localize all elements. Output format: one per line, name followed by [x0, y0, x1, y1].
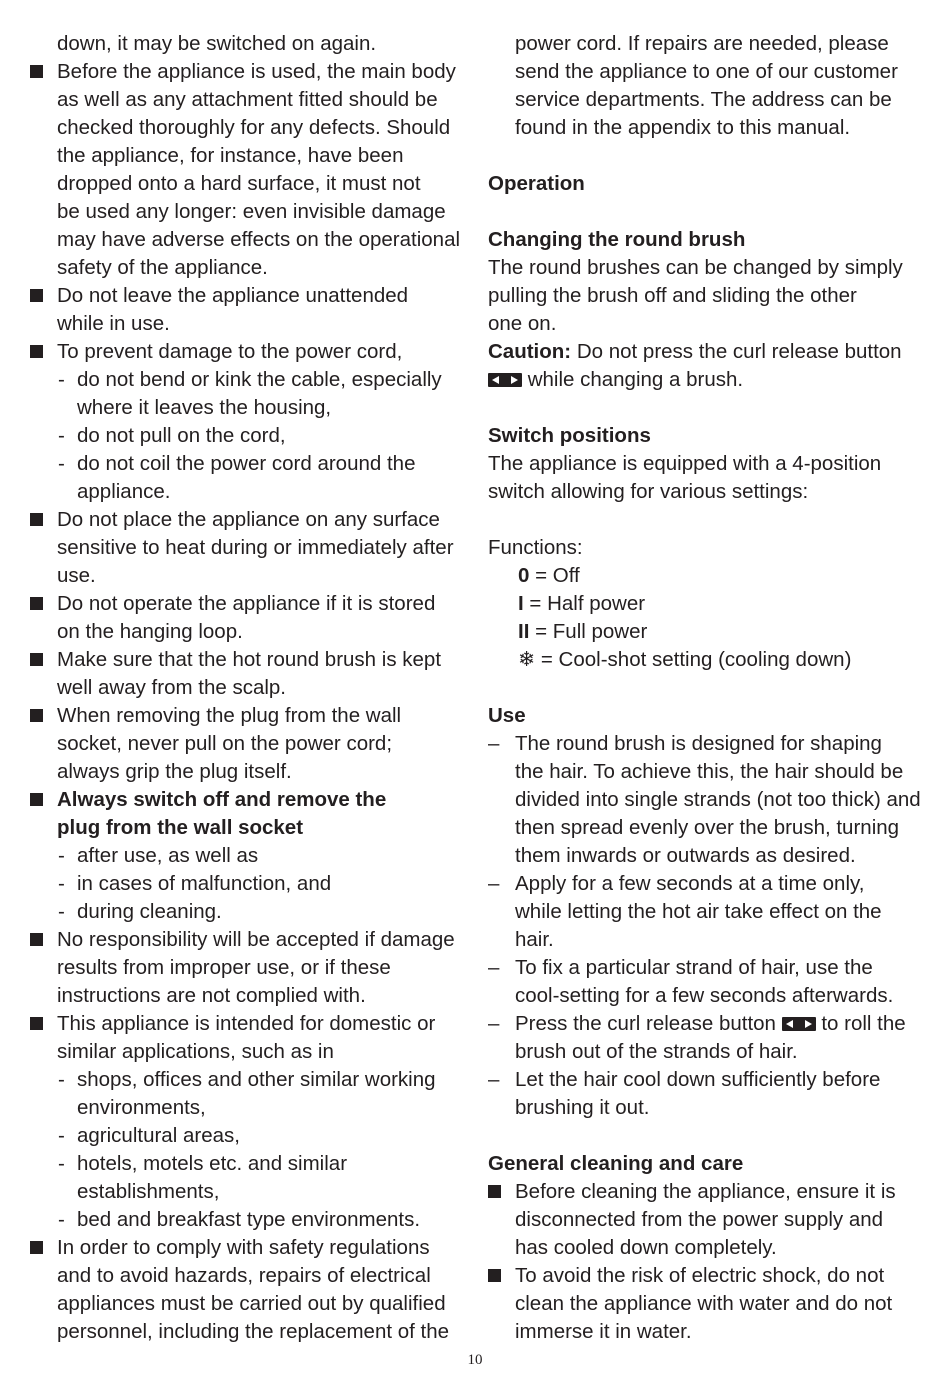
dash-marker: –	[488, 1012, 500, 1035]
text-line: do not bend or kink the cable, especially	[77, 368, 442, 391]
snowflake-icon: ❄	[518, 648, 536, 671]
bullet-item	[30, 1010, 460, 1234]
left-column	[30, 30, 460, 1346]
text-line: appliances must be carried out by qualified	[57, 1292, 446, 1315]
section-heading-changing-brush: Changing the round brush	[488, 228, 746, 251]
text-line: results from improper use, or if these	[57, 956, 391, 979]
text-line: dropped onto a hard surface, it must not	[57, 172, 421, 195]
sub-item-marker: -	[58, 424, 65, 447]
text-span: = Half power	[523, 592, 646, 615]
text-line: To fix a particular strand of hair, use the	[515, 956, 873, 979]
right-column	[488, 30, 928, 1346]
text-line: socket, never pull on the power cord;	[57, 732, 393, 755]
text-line: Do not leave the appliance unattended	[57, 284, 409, 307]
text-line: while letting the hot air take effect on the	[515, 900, 882, 923]
text-line: establishments,	[77, 1180, 220, 1203]
bullet-item	[30, 282, 460, 338]
sub-item-marker: -	[58, 872, 65, 895]
text-line: brushing it out.	[515, 1096, 650, 1119]
text-line: may have adverse effects on the operational	[57, 228, 461, 251]
caution-line	[488, 338, 928, 366]
dash-item	[488, 870, 928, 954]
functions-label: Functions:	[488, 536, 583, 559]
bullet-item	[30, 58, 460, 282]
text-line: as well as any attachment fitted should be	[57, 88, 438, 111]
text-line: while in use.	[57, 312, 170, 335]
caution-label: Caution:	[488, 340, 572, 363]
sub-item-marker: -	[58, 452, 65, 475]
bold-text-line: plug from the wall socket	[57, 816, 304, 839]
function-item	[488, 618, 928, 646]
text-line: power cord. If repairs are needed, please	[515, 32, 889, 55]
curl-release-button-icon	[782, 1017, 816, 1031]
text-line: be used any longer: even invisible damage	[57, 200, 446, 223]
section-heading-operation: Operation	[488, 172, 585, 195]
text-line: divided into single strands (not too thick) and	[515, 788, 921, 811]
text-line: personnel, including the replacement of the	[57, 1320, 450, 1343]
square-bullet-icon	[30, 1017, 43, 1030]
text-line: shops, offices and other similar working	[77, 1068, 436, 1091]
section-heading-use: Use	[488, 704, 526, 727]
text-line: clean the appliance with water and do not	[515, 1292, 893, 1315]
text-line: In order to comply with safety regulations	[57, 1236, 430, 1259]
dash-marker: –	[488, 872, 500, 895]
dash-item	[488, 954, 928, 1010]
text-line: To prevent damage to the power cord,	[57, 340, 403, 363]
text-line: one on.	[488, 312, 557, 335]
dash-marker: –	[488, 732, 500, 755]
sub-item-marker: -	[58, 844, 65, 867]
square-bullet-icon	[488, 1269, 501, 1282]
text-line: service departments. The address can be	[515, 88, 892, 111]
text-line: Make sure that the hot round brush is kept	[57, 648, 442, 671]
bullet-item	[30, 646, 460, 702]
text-line: hotels, motels etc. and similar	[77, 1152, 348, 1175]
sub-item-marker: -	[58, 900, 65, 923]
square-bullet-icon	[30, 933, 43, 946]
bold-text-line: Always switch off and remove the	[57, 788, 387, 811]
bullet-item	[30, 506, 460, 590]
text-line: Before cleaning the appliance, ensure it is	[515, 1180, 896, 1203]
function-item	[488, 562, 928, 590]
text-span: = Cool-shot setting (cooling down)	[535, 648, 852, 671]
text-line: during cleaning.	[77, 900, 222, 923]
text-line: When removing the plug from the wall	[57, 704, 402, 727]
square-bullet-icon	[30, 1241, 43, 1254]
bullet-item	[30, 590, 460, 646]
text-line: The appliance is equipped with a 4-position	[488, 452, 882, 475]
bullet-item	[30, 338, 460, 506]
text-line: instructions are not complied with.	[57, 984, 366, 1007]
text-line: always grip the plug itself.	[57, 760, 292, 783]
text-line: found in the appendix to this manual.	[515, 116, 851, 139]
square-bullet-icon	[30, 709, 43, 722]
bullet-item	[488, 1262, 928, 1346]
square-bullet-icon	[30, 653, 43, 666]
text-line: environments,	[77, 1096, 206, 1119]
text-line: sensitive to heat during or immediately after	[57, 536, 454, 559]
text-line: hair.	[515, 928, 554, 951]
text-line: agricultural areas,	[77, 1124, 240, 1147]
text-line: has cooled down completely.	[515, 1236, 777, 1259]
text-line: use.	[57, 564, 96, 587]
text-span: while changing a brush.	[522, 368, 744, 391]
text-line: similar applications, such as in	[57, 1040, 334, 1063]
bullet-item	[30, 786, 460, 926]
text-line: the appliance, for instance, have been	[57, 144, 404, 167]
text-line: This appliance is intended for domestic or	[57, 1012, 436, 1035]
text-line: checked thoroughly for any defects. Should	[57, 116, 451, 139]
text-line: The round brush is designed for shaping	[515, 732, 882, 755]
bullet-item	[30, 702, 460, 786]
dash-item	[488, 730, 928, 870]
section-heading-switch-positions: Switch positions	[488, 424, 651, 447]
half-power-symbol: I	[518, 592, 524, 615]
square-bullet-icon	[30, 345, 43, 358]
function-item	[488, 590, 928, 618]
text-line: where it leaves the housing,	[77, 396, 332, 419]
text-line: Do not operate the appliance if it is stored	[57, 592, 436, 615]
text-line: down, it may be switched on again.	[57, 32, 377, 55]
bullet-item	[488, 1178, 928, 1262]
dash-marker: –	[488, 956, 500, 979]
text-line: then spread evenly over the brush, turning	[515, 816, 900, 839]
text-line: Before the appliance is used, the main body	[57, 60, 456, 83]
text-line: appliance.	[77, 480, 171, 503]
text-line: To avoid the risk of electric shock, do not	[515, 1264, 885, 1287]
text-line: and to avoid hazards, repairs of electrical	[57, 1264, 431, 1287]
bullet-item	[30, 1234, 460, 1346]
bullet-item	[30, 926, 460, 1010]
dash-item	[488, 1010, 928, 1066]
text-line: Do not place the appliance on any surface	[57, 508, 440, 531]
text-line: Apply for a few seconds at a time only,	[515, 872, 865, 895]
text-line: the hair. To achieve this, the hair should be	[515, 760, 904, 783]
text-line: safety of the appliance.	[57, 256, 268, 279]
text-line: send the appliance to one of our customer	[515, 60, 898, 83]
dash-marker: –	[488, 1068, 500, 1091]
square-bullet-icon	[30, 289, 43, 302]
text-line: switch allowing for various settings:	[488, 480, 809, 503]
text-span: Press the curl release button	[515, 1012, 782, 1035]
text-span: Do not press the curl release button	[571, 340, 902, 363]
sub-item-marker: -	[58, 1068, 65, 1091]
text-line: pulling the brush off and sliding the other	[488, 284, 857, 307]
text-line: well away from the scalp.	[57, 676, 287, 699]
curl-release-button-icon	[488, 373, 522, 387]
square-bullet-icon	[30, 65, 43, 78]
text-span: = Full power	[529, 620, 648, 643]
text-line: on the hanging loop.	[57, 620, 243, 643]
function-item	[488, 646, 928, 674]
text-span: to roll the	[815, 1012, 906, 1035]
dash-item	[488, 1066, 928, 1122]
text-line: The round brushes can be changed by simply	[488, 256, 903, 279]
sub-item-marker: -	[58, 1152, 65, 1175]
full-power-symbol: II	[518, 620, 530, 643]
text-line: Let the hair cool down sufficiently before	[515, 1068, 881, 1091]
square-bullet-icon	[30, 793, 43, 806]
text-line: in cases of malfunction, and	[77, 872, 332, 895]
square-bullet-icon	[30, 513, 43, 526]
square-bullet-icon	[488, 1185, 501, 1198]
text-line: No responsibility will be accepted if damage	[57, 928, 455, 951]
page-number: 10	[467, 1352, 483, 1368]
section-heading-cleaning: General cleaning and care	[488, 1152, 744, 1175]
sub-item-marker: -	[58, 1208, 65, 1231]
text-line: do not coil the power cord around the	[77, 452, 416, 475]
text-line: do not pull on the cord,	[77, 424, 286, 447]
sub-item-marker: -	[58, 368, 65, 391]
caution-line	[488, 366, 928, 394]
sub-item-marker: -	[58, 1124, 65, 1147]
text-line: after use, as well as	[77, 844, 259, 867]
off-symbol: 0	[518, 564, 530, 587]
text-line: immerse it in water.	[515, 1320, 692, 1343]
text-line: bed and breakfast type environments.	[77, 1208, 421, 1231]
text-line: them inwards or outwards as desired.	[515, 844, 856, 867]
text-line: brush out of the strands of hair.	[515, 1040, 798, 1063]
text-line: cool-setting for a few seconds afterwards.	[515, 984, 894, 1007]
square-bullet-icon	[30, 597, 43, 610]
text-line: disconnected from the power supply and	[515, 1208, 884, 1231]
text-span: = Off	[529, 564, 580, 587]
